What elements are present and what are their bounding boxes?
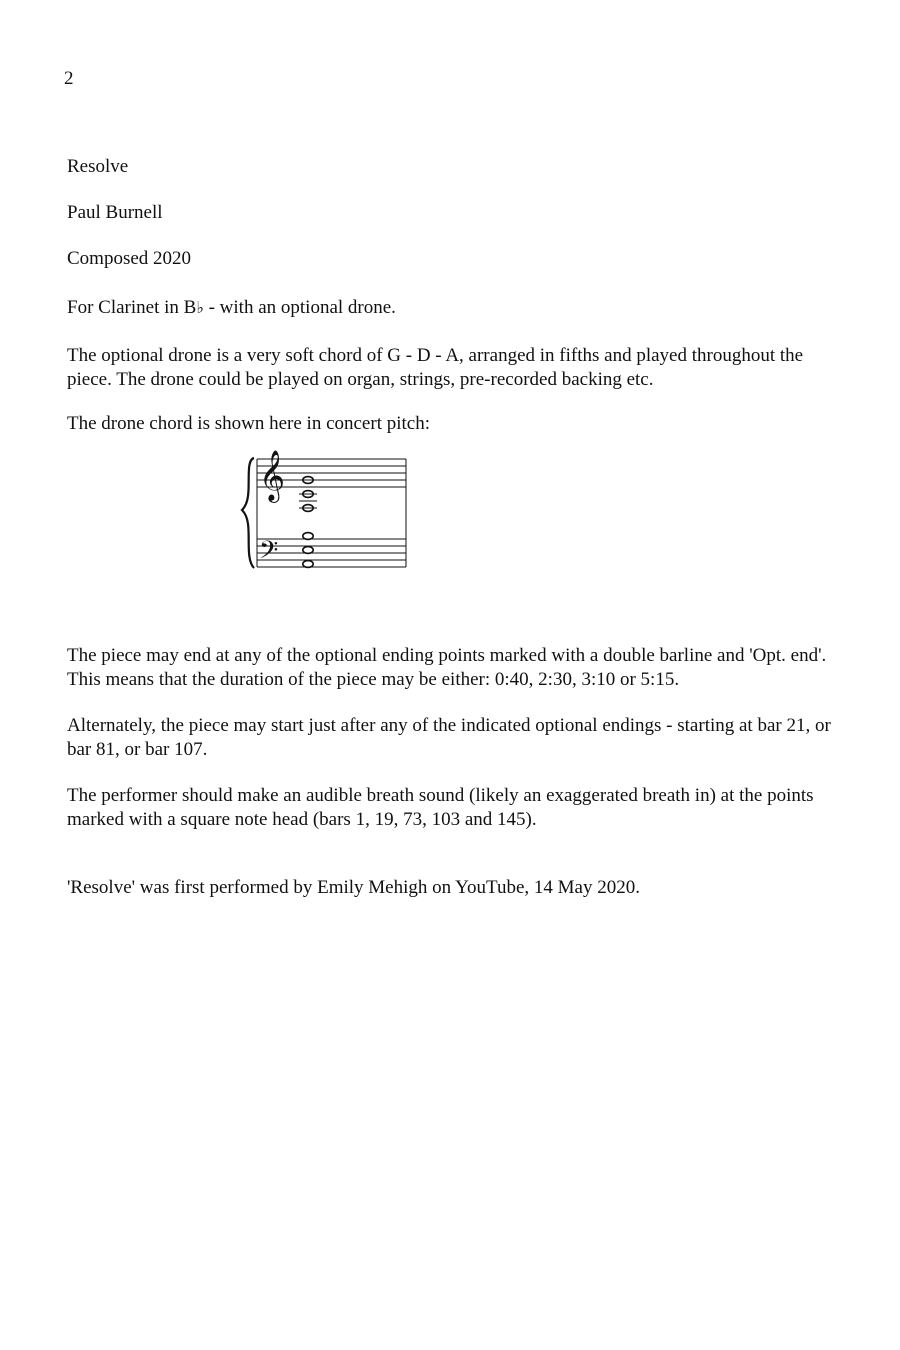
instrumentation-prefix: For Clarinet in B (67, 297, 197, 318)
whole-note (303, 547, 313, 554)
bass-staff (257, 539, 406, 567)
treble-ledger-lines (299, 494, 317, 508)
alternate-start-paragraph: Alternately, the piece may start just after any of the indicated optional endings - starting at bar 21, or bar 81, or bar 107. (67, 715, 831, 760)
first-performance-paragraph: 'Resolve' was first performed by Emily Mehigh on YouTube, 14 May 2020. (67, 877, 640, 898)
instrumentation-suffix: - with an optional drone. (203, 297, 396, 318)
treble-clef-icon: 𝄞 (259, 450, 286, 501)
drone-description-paragraph: The optional drone is a very soft chord of G - D - A, arranged in fifths and played throughout the piece. The drone could be played on organ, strings, pre-recorded backing etc. (67, 345, 804, 390)
bass-clef-icon: 𝄢 (259, 536, 279, 571)
drone-chord-intro-paragraph: The drone chord is shown here in concert pitch: (67, 413, 430, 434)
whole-note (303, 561, 313, 568)
bass-chord (303, 533, 313, 568)
brace-symbol (242, 458, 254, 568)
flat-symbol: ♭ (196, 298, 204, 317)
piece-title: Resolve (67, 156, 129, 177)
drone-chord-score (240, 446, 420, 581)
composer-name: Paul Burnell (67, 202, 163, 223)
grand-staff (240, 446, 420, 576)
page-number: 2 (64, 68, 74, 89)
optional-endings-paragraph: The piece may end at any of the optional ending points marked with a double barline and 'Opt. end'. This means that the duration of the piece may be either: 0:40, 2:30, 3:10 or 5:15. (67, 645, 827, 690)
instrumentation (67, 296, 847, 320)
composition-year: Composed 2020 (67, 248, 192, 269)
breath-sound-paragraph: The performer should make an audible breath sound (likely an exaggerated breath in) at the points marked with a square note head (bars 1, 19, 73, 103 and 145). (67, 785, 814, 830)
whole-note (303, 533, 313, 540)
